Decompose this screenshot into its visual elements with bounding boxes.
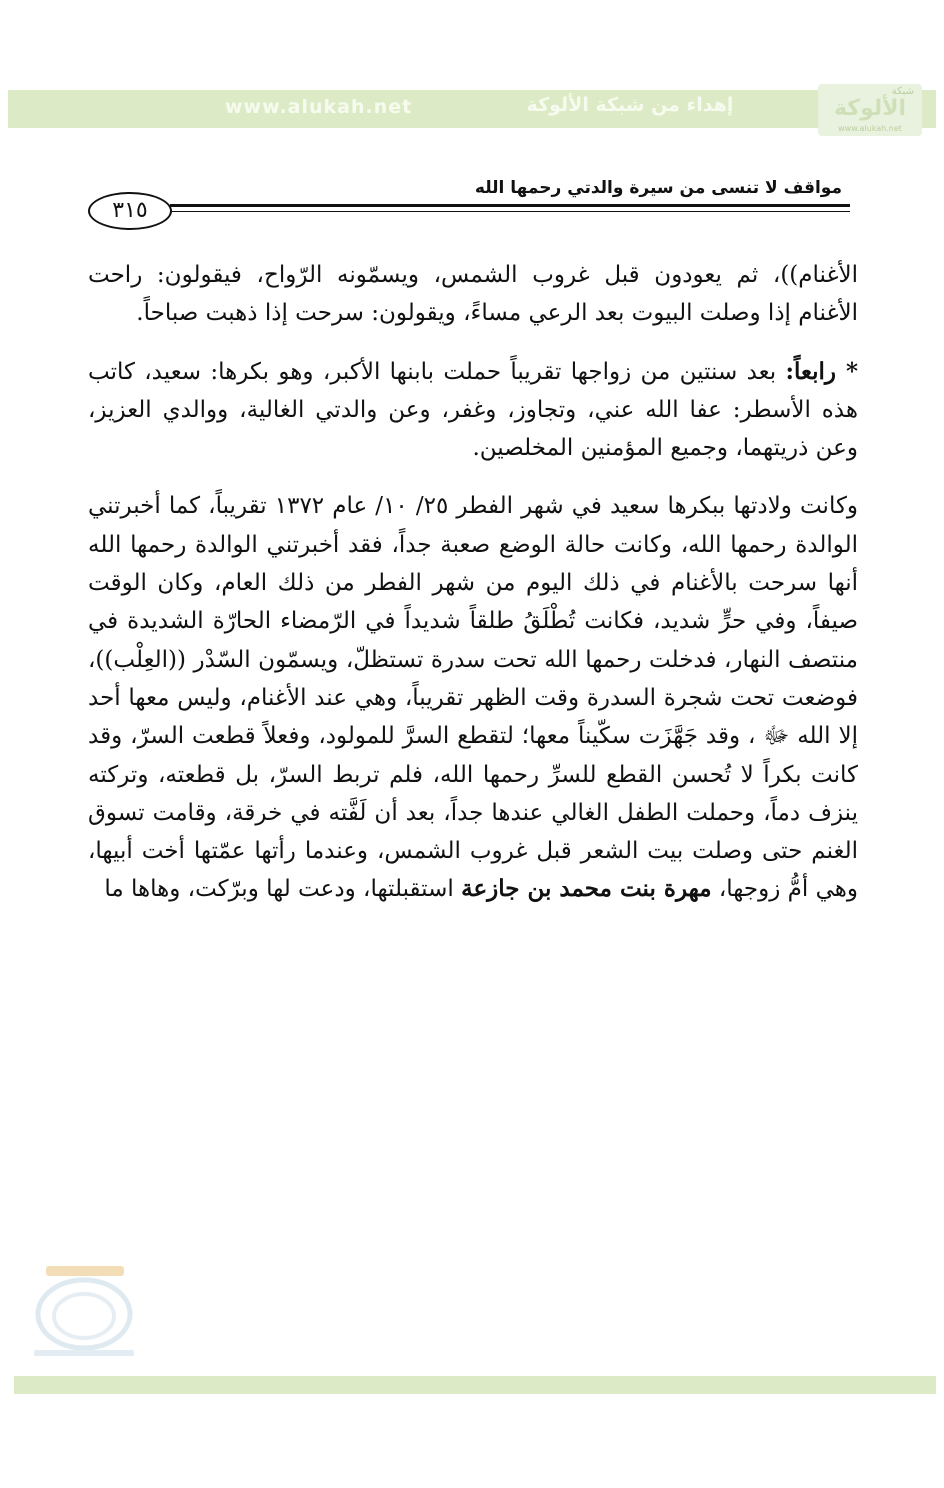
paragraph-text: بعد سنتين من زواجها تقريباً حملت بابنها الأكبر، وهو بكرها: سعيد، كاتب هذه الأسطر: عفا الله عني، وتجاوز، وغفر، وعن والدتي الغالية، ووالدي العزيز، وعن ذريتهما، وجميع المؤمنين المخلصين. <box>88 358 858 462</box>
website-url[interactable]: www.alukah.net <box>225 96 413 118</box>
person-name: مهرة بنت محمد بن جازعة <box>461 875 712 903</box>
page-number: ٣١٥ <box>88 192 172 230</box>
paragraph-text: استقبلتها، ودعت لها وبرّكت، وهاها ما <box>104 876 462 903</box>
footer-band <box>14 1376 936 1394</box>
body-text <box>88 256 858 909</box>
header-band <box>8 90 936 128</box>
paragraph-lead: * رابعاً: <box>785 357 859 385</box>
header-rule <box>170 204 850 207</box>
watermark-seal <box>26 1262 142 1362</box>
paragraph-text: وكانت ولادتها ببكرها سعيد في شهر الفطر ٢٥/ ١٠/ عام ١٣٧٢ تقريباً، كما أخبرتني الوالدة رحمها الله، وكانت حالة الوضع صعبة جداً، فقد أخبرتني الوالدة رحمها الله أنها سرحت بالأغنام في ذلك اليوم من شهر الفطر من ذلك العام، وكان الوقت صيفاً، وفي حرٍّ شديد، فكانت تُطْلَقُ طلقاً شديداً في الرّمضاء الحارّة الشديدة في منتصف النهار، فدخلت رحمها الله تحت سدرة تستظلّ، ويسمّون السّدْر ((العِلْب))، فوضعت تحت شجرة السدرة وقت الظهر تقريباً، وهي عند الأغنام، وليس معها أحد إلا الله ﷻ ، وقد جَهَّزَت سكّيناً معها؛ لتقطع السرَّ للمولود، وفعلاً قطعت السرّ، وقد كانت بكراً لا تُحسن القطع للسرِّ رحمها الله، فلم تربط السرّ، بل قطعته، وتركته ينزف دماً، وحملت الطفل الغالي عندها جداً، بعد أن لَفَّته في خرقة، وقامت تسوق الغنم حتى وصلت بيت الشعر قبل غروب الشمس، وعندما رأتها عمّتها أخت أبيها، وهي أمُّ زوجها، <box>88 493 859 903</box>
running-title: مواقف لا تنسى من سيرة والدتي رحمها الله <box>474 178 842 198</box>
paragraph <box>88 487 858 908</box>
header-rule-thin <box>170 211 850 212</box>
logo-sub-text: www.alukah.net <box>838 124 902 133</box>
alukah-logo <box>818 84 922 136</box>
logo-top-text: شبكة <box>891 86 914 97</box>
paragraph: الأغنام))، ثم يعودون قبل غروب الشمس، ويسمّونه الرّواح، فيقولون: راحت الأغنام إذا وصلت البيوت بعد الرعي مساءً، ويقولون: سرحت إذا ذهبت صباحاً. <box>88 262 858 327</box>
watermark-seal-graphic <box>26 1262 142 1362</box>
header-slogan: إهداء من شبكة الألوكة <box>526 94 734 116</box>
paragraph <box>88 353 858 468</box>
logo-main-text: الألوكة <box>833 96 907 121</box>
